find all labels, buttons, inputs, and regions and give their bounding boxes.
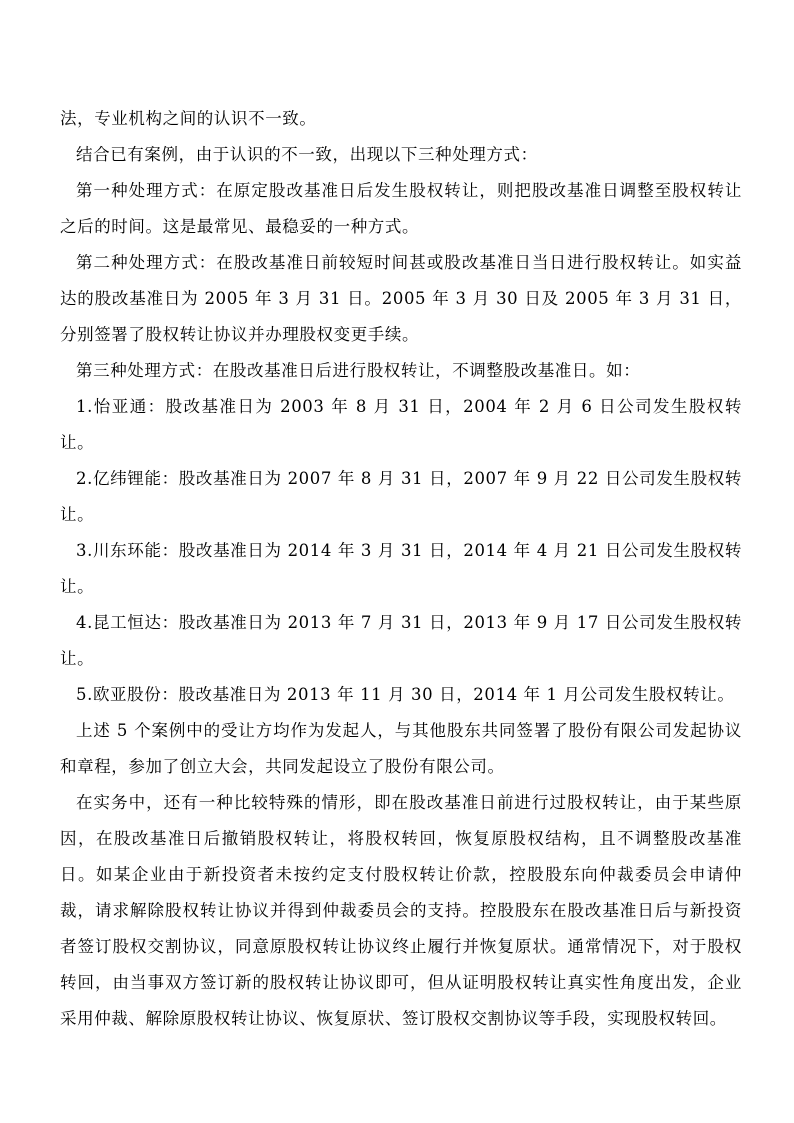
document-body — [60, 101, 742, 1037]
case-item-3: 3.川东环能：股改基准日为 2014 年 3 月 31 日，2014 年 4 月 21 日公司发生股权转让。 — [60, 541, 742, 596]
case-item-2: 2.亿纬锂能：股改基准日为 2007 年 8 月 31 日，2007 年 9 月 22 日公司发生股权转让。 — [60, 469, 742, 524]
paragraph-summary: 上述 5 个案例中的受让方均作为发起人，与其他股东共同签署了股份有限公司发起协议和章程，参加了创立大会，共同发起设立了股份有限公司。 — [60, 721, 742, 776]
paragraph-continuation: 法，专业机构之间的认识不一致。 — [60, 109, 317, 128]
paragraph-method-2: 第二种处理方式：在股改基准日前较短时间甚或股改基准日当日进行股权转让。如实益达的股改基准日为 2005 年 3 月 31 日。2005 年 3 月 30 日及 2005 年 3 月 31 日，分别签署了股权转让协议并办理股权变更手续。 — [60, 253, 742, 344]
case-item-4: 4.昆工恒达：股改基准日为 2013 年 7 月 31 日，2013 年 9 月 17 日公司发生股权转让。 — [60, 613, 742, 668]
paragraph-intro: 结合已有案例，由于认识的不一致，出现以下三种处理方式： — [76, 145, 538, 164]
case-item-1: 1.怡亚通：股改基准日为 2003 年 8 月 31 日，2004 年 2 月 6 日公司发生股权转让。 — [60, 397, 742, 452]
paragraph-special-case: 在实务中，还有一种比较特殊的情形，即在股改基准日前进行过股权转让，由于某些原因，在股改基准日后撤销股权转让，将股权转回，恢复原股权结构，且不调整股改基准日。如某企业由于新投资者未按约定支付股权转让价款，控股股东向仲裁委员会申请仲裁，请求解除股权转让协议并得到仲裁委员会的支持。控股股东在股改基准日后与新投资者签订股权交割协议，同意原股权转让协议终止履行并恢复原状。通常情况下，对于股权转回，由当事双方签订新的股权转让协议即可，但从证明股权转让真实性角度出发，企业采用仲裁、解除原股权转让协议、恢复原状、签订股权交割协议等手段，实现股权转回。 — [60, 793, 742, 1028]
case-item-5: 5.欧亚股份：股改基准日为 2013 年 11 月 30 日，2014 年 1 月公司发生股权转让。 — [76, 685, 735, 704]
paragraph-method-1: 第一种处理方式：在原定股改基准日后发生股权转让，则把股改基准日调整至股权转让之后的时间。这是最常见、最稳妥的一种方式。 — [60, 181, 742, 236]
paragraph-method-3: 第三种处理方式：在股改基准日后进行股权转让，不调整股改基准日。如： — [76, 361, 641, 380]
